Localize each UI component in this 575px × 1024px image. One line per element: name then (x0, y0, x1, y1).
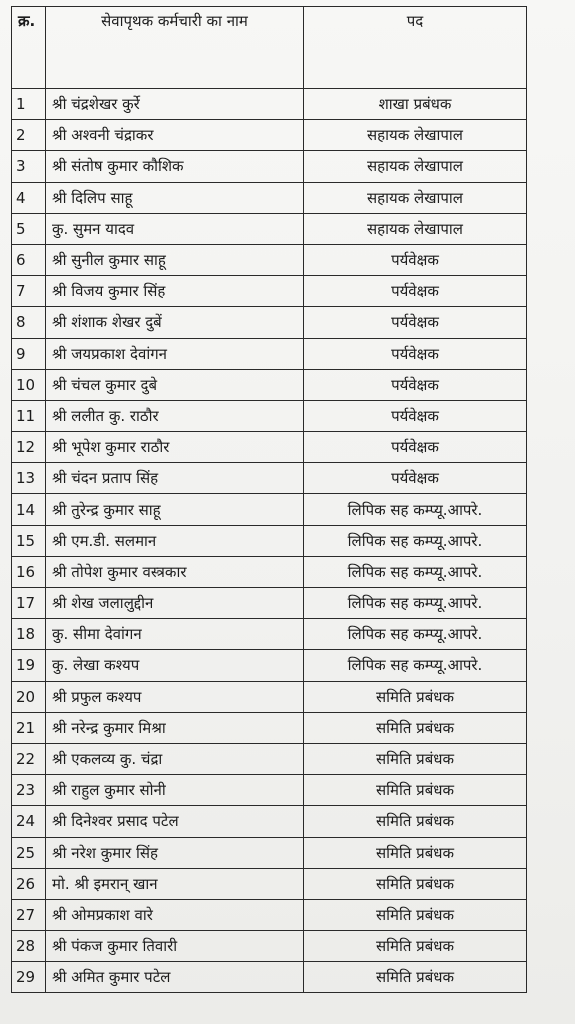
table-row (12, 837, 527, 868)
serial-cell: 11 (12, 400, 46, 431)
header-post: पद (304, 7, 527, 89)
name-cell: मो. श्री इमरान् खान (46, 868, 304, 899)
name-cell: श्री विजय कुमार सिंह (46, 276, 304, 307)
post-cell: समिति प्रबंधक (304, 681, 527, 712)
name-cell: श्री राहुल कुमार सोनी (46, 775, 304, 806)
post-cell: समिति प्रबंधक (304, 931, 527, 962)
name-cell: श्री एकलव्य कु. चंद्रा (46, 743, 304, 774)
name-cell: श्री चंचल कुमार दुबे (46, 369, 304, 400)
post-cell: पर्यवेक्षक (304, 369, 527, 400)
post-cell: समिति प्रबंधक (304, 962, 527, 993)
post-cell: सहायक लेखापाल (304, 151, 527, 182)
post-cell: शाखा प्रबंधक (304, 89, 527, 120)
name-cell: श्री दिनेश्वर प्रसाद पटेल (46, 806, 304, 837)
name-cell: श्री नरेश कुमार सिंह (46, 837, 304, 868)
table-row (12, 151, 527, 182)
name-cell: श्री शेख जलालुद्दीन (46, 588, 304, 619)
name-cell: श्री नरेन्द्र कुमार मिश्रा (46, 712, 304, 743)
name-cell: श्री एम.डी. सलमान (46, 525, 304, 556)
table-row (12, 556, 527, 587)
post-cell: समिति प्रबंधक (304, 837, 527, 868)
table-row (12, 619, 527, 650)
post-cell: पर्यवेक्षक (304, 338, 527, 369)
serial-cell: 21 (12, 712, 46, 743)
post-cell: पर्यवेक्षक (304, 463, 527, 494)
name-cell: श्री तुरेन्द्र कुमार साहू (46, 494, 304, 525)
serial-cell: 13 (12, 463, 46, 494)
table-row (12, 463, 527, 494)
post-cell: समिति प्रबंधक (304, 868, 527, 899)
name-cell: श्री जयप्रकाश देवांगन (46, 338, 304, 369)
table-row (12, 650, 527, 681)
post-cell: लिपिक सह कम्प्यू.आपरे. (304, 525, 527, 556)
serial-cell: 6 (12, 244, 46, 275)
table-row (12, 307, 527, 338)
name-cell: कु. लेखा कश्यप (46, 650, 304, 681)
name-cell: श्री अमित कुमार पटेल (46, 962, 304, 993)
serial-cell: 1 (12, 89, 46, 120)
table-row (12, 712, 527, 743)
name-cell: कु. सुमन यादव (46, 213, 304, 244)
name-cell: श्री संतोष कुमार कौशिक (46, 151, 304, 182)
post-cell: पर्यवेक्षक (304, 432, 527, 463)
serial-cell: 22 (12, 743, 46, 774)
table-row (12, 525, 527, 556)
employee-table (11, 6, 527, 993)
post-cell: समिति प्रबंधक (304, 899, 527, 930)
serial-cell: 18 (12, 619, 46, 650)
table-header-row (12, 7, 527, 89)
name-cell: श्री अश्वनी चंद्राकर (46, 120, 304, 151)
table-row (12, 931, 527, 962)
table-row (12, 806, 527, 837)
serial-cell: 5 (12, 213, 46, 244)
serial-cell: 10 (12, 369, 46, 400)
table-row (12, 89, 527, 120)
serial-cell: 17 (12, 588, 46, 619)
serial-cell: 14 (12, 494, 46, 525)
table-row (12, 400, 527, 431)
post-cell: पर्यवेक्षक (304, 400, 527, 431)
post-cell: समिति प्रबंधक (304, 743, 527, 774)
post-cell: समिति प्रबंधक (304, 806, 527, 837)
serial-cell: 25 (12, 837, 46, 868)
name-cell: श्री ललीत कु. राठौर (46, 400, 304, 431)
table-row (12, 276, 527, 307)
table-row (12, 681, 527, 712)
post-cell: समिति प्रबंधक (304, 775, 527, 806)
table-row (12, 743, 527, 774)
post-cell: पर्यवेक्षक (304, 307, 527, 338)
post-cell: सहायक लेखापाल (304, 213, 527, 244)
table-row (12, 369, 527, 400)
serial-cell: 26 (12, 868, 46, 899)
table-row (12, 899, 527, 930)
post-cell: लिपिक सह कम्प्यू.आपरे. (304, 619, 527, 650)
table-body (12, 89, 527, 993)
name-cell: श्री पंकज कुमार तिवारी (46, 931, 304, 962)
name-cell: श्री ओमप्रकाश वारे (46, 899, 304, 930)
table-row (12, 244, 527, 275)
table-row (12, 494, 527, 525)
serial-cell: 27 (12, 899, 46, 930)
name-cell: श्री चंदन प्रताप सिंह (46, 463, 304, 494)
serial-cell: 12 (12, 432, 46, 463)
name-cell: कु. सीमा देवांगन (46, 619, 304, 650)
serial-cell: 28 (12, 931, 46, 962)
serial-cell: 23 (12, 775, 46, 806)
serial-cell: 20 (12, 681, 46, 712)
post-cell: लिपिक सह कम्प्यू.आपरे. (304, 588, 527, 619)
name-cell: श्री सुनील कुमार साहू (46, 244, 304, 275)
post-cell: सहायक लेखापाल (304, 120, 527, 151)
serial-cell: 2 (12, 120, 46, 151)
serial-cell: 7 (12, 276, 46, 307)
table-row (12, 588, 527, 619)
name-cell: श्री दिलिप साहू (46, 182, 304, 213)
table-row (12, 213, 527, 244)
serial-cell: 3 (12, 151, 46, 182)
table-row (12, 120, 527, 151)
name-cell: श्री शंशाक शेखर दुबें (46, 307, 304, 338)
table-row (12, 775, 527, 806)
serial-cell: 9 (12, 338, 46, 369)
name-cell: श्री तोपेश कुमार वस्त्रकार (46, 556, 304, 587)
serial-cell: 29 (12, 962, 46, 993)
serial-cell: 16 (12, 556, 46, 587)
post-cell: समिति प्रबंधक (304, 712, 527, 743)
post-cell: सहायक लेखापाल (304, 182, 527, 213)
post-cell: पर्यवेक्षक (304, 244, 527, 275)
name-cell: श्री चंद्रशेखर कुर्रे (46, 89, 304, 120)
serial-cell: 8 (12, 307, 46, 338)
serial-cell: 19 (12, 650, 46, 681)
serial-cell: 24 (12, 806, 46, 837)
serial-cell: 15 (12, 525, 46, 556)
serial-cell: 4 (12, 182, 46, 213)
header-name: सेवापृथक कर्मचारी का नाम (46, 7, 304, 89)
post-cell: पर्यवेक्षक (304, 276, 527, 307)
post-cell: लिपिक सह कम्प्यू.आपरे. (304, 494, 527, 525)
name-cell: श्री भूपेश कुमार राठौर (46, 432, 304, 463)
table-row (12, 182, 527, 213)
post-cell: लिपिक सह कम्प्यू.आपरे. (304, 650, 527, 681)
name-cell: श्री प्रफुल कश्यप (46, 681, 304, 712)
table-row (12, 962, 527, 993)
table-row (12, 338, 527, 369)
table-row (12, 868, 527, 899)
header-serial: क्र. (12, 7, 46, 89)
post-cell: लिपिक सह कम्प्यू.आपरे. (304, 556, 527, 587)
table-row (12, 432, 527, 463)
